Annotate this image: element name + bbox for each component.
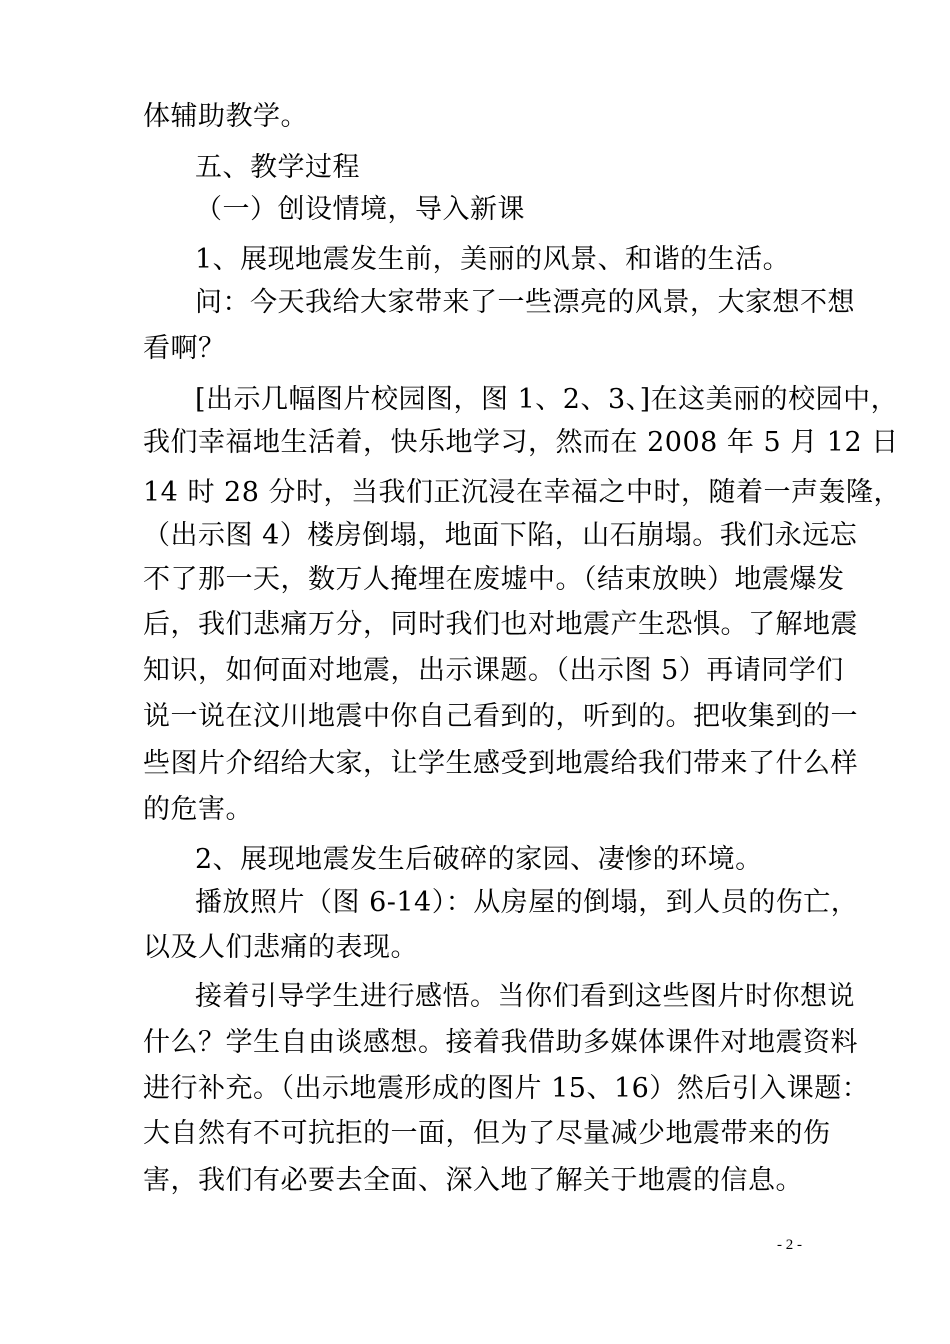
text-line: 问：今天我给大家带来了一些漂亮的风景，大家想不想	[195, 287, 855, 318]
text-line: 不了那一天，数万人掩埋在废墟中。（结束放映）地震爆发	[143, 564, 845, 595]
text-line: 进行补充。（出示地震形成的图片 15、16）然后引入课题：	[143, 1073, 870, 1104]
text-line: 播放照片（图 6-14）：从房屋的倒塌，到人员的伤亡，	[195, 887, 859, 918]
text-line: 2、展现地震发生后破碎的家园、凄惨的环境。	[195, 844, 763, 875]
text-line: 害，我们有必要去全面、深入地了解关于地震的信息。	[143, 1165, 803, 1196]
text-line: 什么？学生自由谈感想。接着我借助多媒体课件对地震资料	[143, 1027, 858, 1058]
text-line: 些图片介绍给大家，让学生感受到地震给我们带来了什么样	[143, 748, 858, 779]
section-heading: 五、教学过程	[195, 152, 360, 183]
subsection-heading: （一）创设情境，导入新课	[195, 194, 525, 225]
text-line: 说一说在汶川地震中你自己看到的，听到的。把收集到的一	[143, 701, 858, 732]
text-line: 后，我们悲痛万分，同时我们也对地震产生恐惧。了解地震	[143, 609, 858, 640]
page-number: - 2 -	[777, 1237, 802, 1253]
text-line: 以及人们悲痛的表现。	[143, 932, 418, 963]
text-line: [出示几幅图片校园图，图 1、2、3、]在这美丽的校园中，	[195, 384, 899, 415]
text-line: 知识，如何面对地震，出示课题。（出示图 5）再请同学们	[143, 655, 844, 686]
text-line: 我们幸福地生活着，快乐地学习，然而在 2008 年 5 月 12 日	[143, 427, 899, 458]
text-line: 看啊？	[143, 333, 226, 364]
text-line: 1、展现地震发生前，美丽的风景、和谐的生活。	[195, 244, 791, 275]
text-line: （出示图 4）楼房倒塌，地面下陷，山石崩塌。我们永远忘	[143, 520, 858, 551]
text-line: 大自然有不可抗拒的一面，但为了尽量减少地震带来的伤	[143, 1118, 831, 1149]
text-line: 的危害。	[143, 794, 253, 825]
text-line: 接着引导学生进行感悟。当你们看到这些图片时你想说	[195, 981, 855, 1012]
text-line: 14 时 28 分时，当我们正沉浸在幸福之中时，随着一声轰隆，	[143, 477, 901, 508]
text-line: 体辅助教学。	[143, 101, 308, 132]
